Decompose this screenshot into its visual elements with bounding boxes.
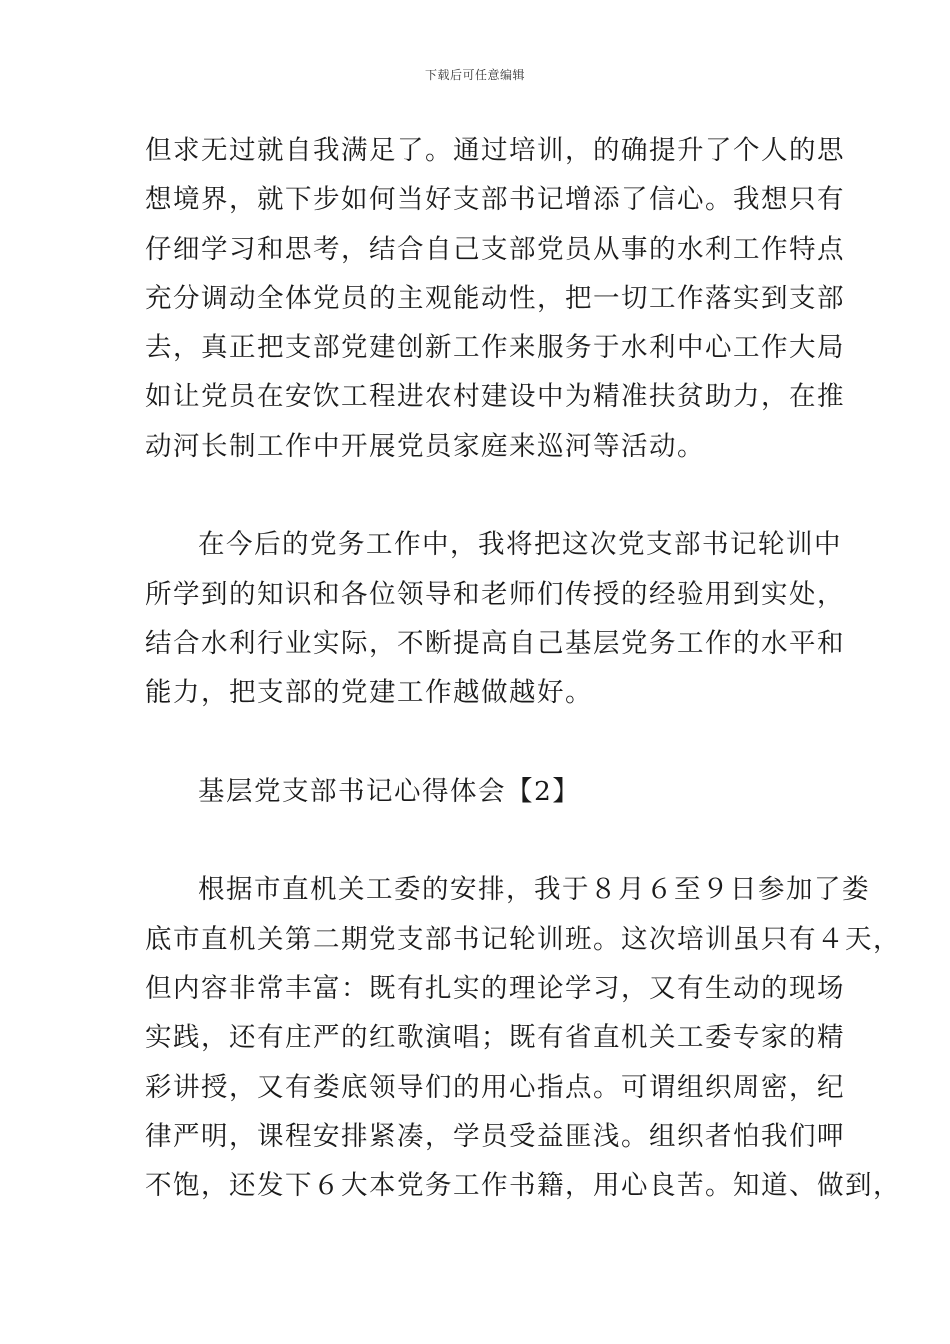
text-line: 律严明，课程安排紧凑，学员受益匪浅。组织者怕我们呷 bbox=[145, 1120, 845, 1152]
document-body bbox=[145, 126, 901, 1211]
text-line: 不饱，还发下６大本党务工作书籍，用心良苦。知道、做到， bbox=[145, 1170, 901, 1202]
text-line: 但求无过就自我满足了。通过培训，的确提升了个人的思 bbox=[145, 135, 845, 166]
text-line: 想境界，就下步如何当好支部书记增添了信心。我想只有 bbox=[145, 184, 845, 216]
paragraph-spacer bbox=[145, 471, 835, 520]
text-line: 如让党员在安饮工程进农村建设中为精准扶贫助力，在推 bbox=[145, 381, 845, 413]
section-heading bbox=[145, 767, 835, 816]
text-line: 实践，还有庄严的红歌演唱；既有省直机关工委专家的精 bbox=[145, 1022, 845, 1054]
text-line: 仔细学习和思考，结合自己支部党员从事的水利工作特点 bbox=[145, 233, 845, 265]
text-line: 彩讲授，又有娄底领导们的用心指点。可谓组织周密，纪 bbox=[145, 1071, 845, 1103]
text-line: 能力，把支部的党建工作越做越好。 bbox=[145, 677, 593, 709]
text-line: 去，真正把支部党建创新工作来服务于水利中心工作大局 bbox=[145, 332, 845, 364]
paragraph-3 bbox=[145, 865, 901, 1210]
text-line: 所学到的知识和各位领导和老师们传授的经验用到实处， bbox=[145, 578, 845, 610]
text-line: 底市直机关第二期党支部书记轮训班。这次培训虽只有４天， bbox=[145, 923, 901, 955]
section-heading-text: 基层党支部书记心得体会【2】 bbox=[198, 775, 581, 807]
text-line: 在今后的党务工作中，我将把这次党支部书记轮训中 bbox=[198, 529, 842, 561]
text-line: 但内容非常丰富：既有扎实的理论学习，又有生动的现场 bbox=[145, 973, 845, 1005]
text-line: 充分调动全体党员的主观能动性，把一切工作落实到支部 bbox=[145, 282, 845, 314]
text-line: 结合水利行业实际，不断提高自己基层党务工作的水平和 bbox=[145, 627, 845, 659]
paragraph-spacer bbox=[145, 718, 835, 767]
paragraph-1 bbox=[145, 126, 845, 471]
text-line: 动河长制工作中开展党员家庭来巡河等活动。 bbox=[145, 430, 705, 462]
page-header-note: 下载后可任意编辑 bbox=[424, 68, 525, 82]
text-line: 根据市直机关工委的安排，我于８月６至９日参加了娄 bbox=[198, 874, 870, 906]
paragraph-spacer bbox=[145, 816, 835, 865]
paragraph-2 bbox=[145, 520, 845, 717]
